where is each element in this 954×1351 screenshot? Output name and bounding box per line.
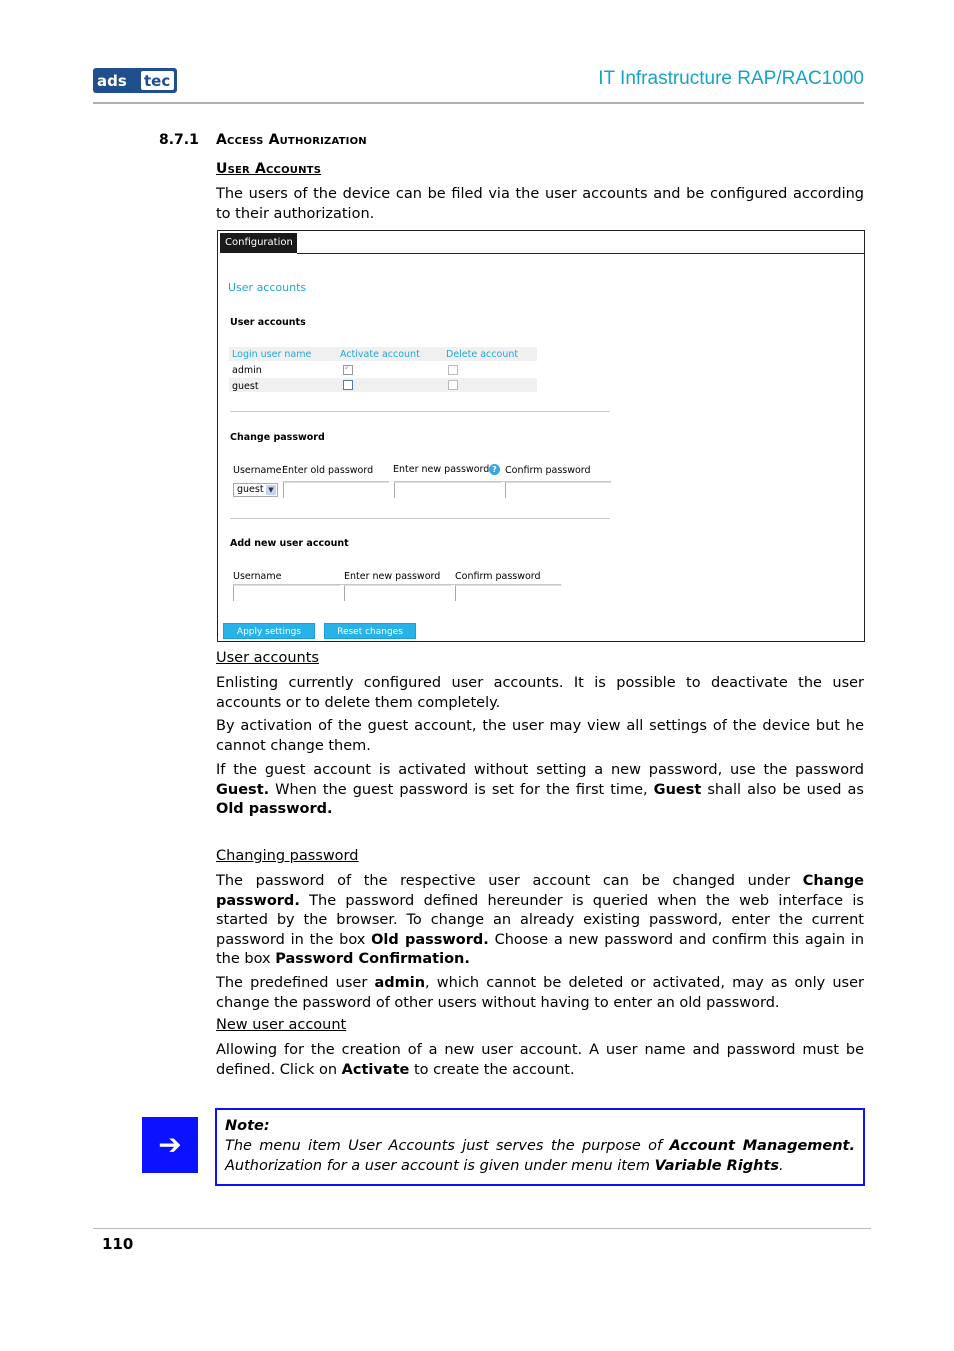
user-accounts-heading: User accounts — [230, 317, 306, 328]
reset-changes-button[interactable]: Reset changes — [324, 623, 416, 639]
guest-delete-checkbox[interactable] — [448, 380, 458, 390]
subsection-title: User Accounts — [216, 161, 322, 177]
adstec-logo — [93, 68, 177, 93]
note-title: Note: — [225, 1118, 270, 1134]
guest-activate-checkbox[interactable] — [343, 380, 353, 390]
changing-password-paragraph-1: The password of the respective user account can be changed under Change password. The password defined hereunder is queried when the web interface is started by the browser. To change an already existing password, enter the current password in the box Old password. Choose a new password and confirm this again in the box Password Confirmation. — [216, 873, 865, 967]
row-admin-name: admin — [232, 365, 262, 376]
new-password-input[interactable] — [394, 482, 501, 498]
note-text: The menu item User Accounts just serves the purpose of Account Management. Authorization for a user account is given under menu item Variable Rights. — [225, 1138, 855, 1174]
cp-username-label: Username — [233, 465, 282, 476]
svg-text:tec: tec — [144, 72, 171, 90]
admin-activate-checkbox[interactable] — [343, 365, 353, 375]
confirm-password-input[interactable] — [505, 482, 611, 498]
tab-configuration[interactable]: Configuration — [220, 233, 297, 253]
divider — [230, 411, 610, 412]
arrow-right-icon: ➔ — [142, 1117, 198, 1173]
config-screenshot — [217, 230, 865, 642]
header-divider — [93, 102, 864, 104]
user-accounts-subheading: User accounts — [216, 650, 319, 666]
changing-password-subheading: Changing password — [216, 848, 359, 864]
table-row — [229, 378, 537, 392]
cp-new-password-label: Enter new password — [393, 464, 490, 475]
username-select-value: guest — [237, 484, 264, 495]
apply-settings-button[interactable]: Apply settings — [223, 623, 315, 639]
new-user-account-paragraph: Allowing for the creation of a new user account. A user name and password must be defined. Click on Activate to create the account. — [216, 1042, 864, 1078]
section-number: 8.7.1 — [159, 132, 199, 148]
user-accounts-paragraph-3: If the guest account is activated without setting a new password, use the password Guest. When the guest password is set for the first time, Guest shall also be used as Old password. — [216, 762, 864, 817]
row-guest-name: guest — [232, 381, 259, 392]
new-username-input[interactable] — [233, 585, 340, 601]
col-delete-account: Delete account — [446, 349, 519, 360]
intro-paragraph: The users of the device can be filed via the user accounts and be configured according to their authorization. — [216, 186, 864, 222]
col-login-user-name: Login user name — [232, 349, 312, 360]
user-accounts-paragraph-2: By activation of the guest account, the user may view all settings of the device but he cannot change them. — [216, 718, 864, 754]
footer-divider — [93, 1228, 871, 1229]
user-accounts-paragraph-1: Enlisting currently configured user accounts. It is possible to deactivate the user accounts or to delete them completely. — [216, 675, 864, 711]
col-activate-account: Activate account — [340, 349, 420, 360]
new-user-account-subheading: New user account — [216, 1017, 347, 1033]
user-accounts-link[interactable]: User accounts — [228, 281, 307, 294]
admin-delete-checkbox[interactable] — [448, 365, 458, 375]
new-user-password-input[interactable] — [344, 585, 451, 601]
cp-confirm-password-label: Confirm password — [505, 465, 591, 476]
divider — [230, 518, 610, 519]
cp-old-password-label: Enter old password — [282, 465, 374, 476]
svg-text:ads: ads — [97, 72, 127, 90]
nu-new-password-label: Enter new password — [344, 571, 441, 582]
old-password-input[interactable] — [283, 482, 389, 498]
section-title: Access Authorization — [216, 132, 367, 148]
changing-password-paragraph-2: The predefined user admin, which cannot be deleted or activated, may as only user change the password of other users without having to enter an old password. — [216, 975, 864, 1011]
new-user-confirm-input[interactable] — [455, 585, 562, 601]
chevron-down-icon: ▼ — [266, 485, 276, 495]
document-title: IT Infrastructure RAP/RAC1000 — [598, 68, 864, 89]
username-select[interactable] — [233, 483, 278, 497]
nu-username-label: Username — [233, 571, 282, 582]
help-icon[interactable]: ? — [489, 464, 500, 475]
page-number: 110 — [102, 1235, 134, 1253]
tab-divider — [297, 253, 864, 254]
add-user-heading: Add new user account — [230, 538, 349, 549]
nu-confirm-password-label: Confirm password — [455, 571, 541, 582]
note-box — [215, 1108, 865, 1186]
change-password-heading: Change password — [230, 432, 325, 443]
